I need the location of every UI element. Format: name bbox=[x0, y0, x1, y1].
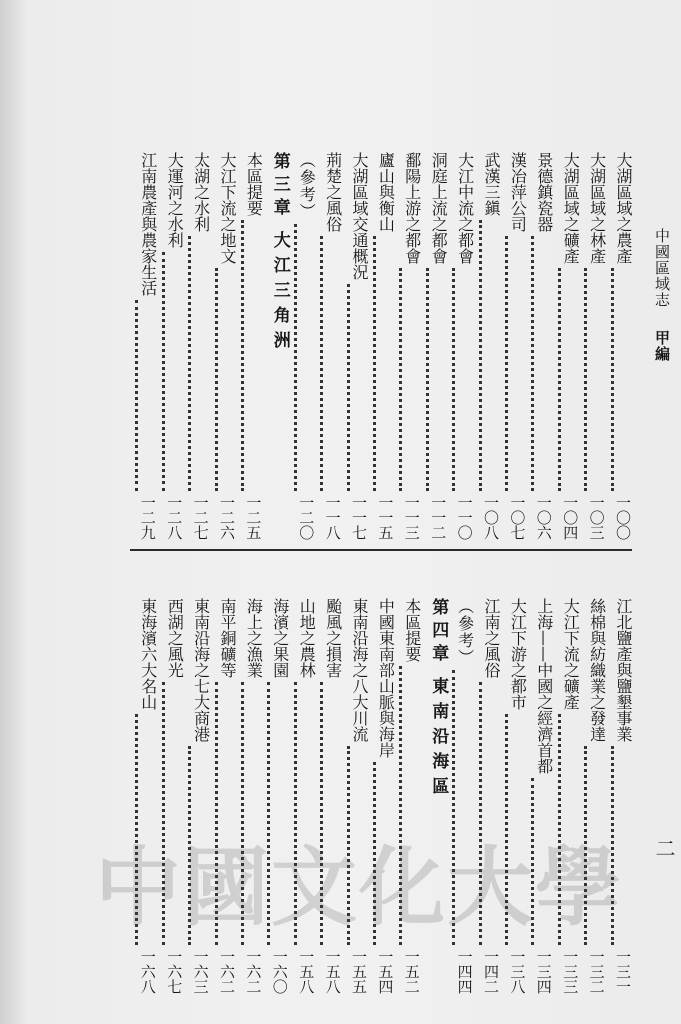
toc-page-number: 一三八 bbox=[508, 949, 527, 994]
toc-page-number: 一三三 bbox=[561, 949, 580, 994]
toc-page-number: 一〇七 bbox=[508, 495, 527, 540]
toc-page-number: 一二五 bbox=[244, 495, 263, 540]
toc-entry bbox=[480, 152, 502, 540]
toc-entry-title: 大江下流之礦產 bbox=[561, 598, 581, 710]
watermark-char: 大 bbox=[447, 837, 533, 938]
toc-page-number: 一〇八 bbox=[482, 495, 500, 540]
toc-page-number: 一〇四 bbox=[561, 495, 580, 540]
toc-entry-title: 山地之農林 bbox=[297, 598, 317, 678]
toc-entry bbox=[242, 152, 264, 540]
toc-page-number: 一六八 bbox=[138, 949, 157, 994]
toc-entry-title: 海上之漁業 bbox=[244, 598, 264, 678]
toc-entry bbox=[374, 152, 396, 540]
dot-leader bbox=[531, 236, 556, 491]
running-header bbox=[648, 228, 670, 362]
toc-entry-title: 荊楚之風俗 bbox=[323, 152, 343, 232]
toc-entry bbox=[559, 152, 581, 540]
dot-leader bbox=[558, 268, 583, 491]
toc-entry-title: （參考） bbox=[455, 598, 475, 666]
dot-leader bbox=[241, 220, 266, 491]
section-divider bbox=[130, 549, 632, 551]
toc-entry bbox=[427, 152, 449, 540]
toc-entry bbox=[586, 152, 608, 540]
toc-entry-title: 大湖區域之礦產 bbox=[561, 152, 581, 264]
book-title: 中國區域志 bbox=[653, 228, 671, 308]
dot-leader bbox=[505, 236, 530, 491]
dot-leader bbox=[188, 236, 213, 491]
chapter-heading: 東南沿海區 bbox=[428, 677, 449, 802]
toc-entry bbox=[533, 152, 555, 540]
toc-page-number: 一四二 bbox=[482, 949, 500, 994]
watermark-char: 文 bbox=[271, 837, 357, 938]
toc-page-number: 一〇六 bbox=[534, 495, 553, 540]
toc-entry-title: 大江下游之都市 bbox=[508, 598, 528, 710]
toc-entry bbox=[506, 152, 528, 540]
watermark bbox=[95, 837, 621, 948]
toc-entry bbox=[269, 152, 291, 540]
toc-entry-title: 大江中流之都會 bbox=[455, 152, 475, 264]
toc-entry-title: 鄱陽上游之都會 bbox=[402, 152, 422, 264]
toc-entry-title: 大湖區域之林產 bbox=[587, 152, 607, 264]
toc-page-number: 一二六 bbox=[218, 495, 236, 540]
toc-entry bbox=[348, 152, 370, 540]
toc-page-number: 一二七 bbox=[191, 495, 210, 540]
toc-page-number: 一六〇 bbox=[270, 949, 289, 994]
toc-entry-title: 景德鎮瓷器 bbox=[534, 152, 554, 232]
toc-page-number: 一六七 bbox=[165, 949, 184, 994]
toc-entry-title: 颱風之損害 bbox=[323, 598, 343, 678]
toc-entry-title: 第三章 bbox=[269, 152, 290, 221]
toc-page-number: 一二九 bbox=[138, 495, 157, 540]
dot-leader bbox=[479, 220, 504, 491]
toc-page-number: 一五二 bbox=[402, 949, 421, 994]
watermark-char: 國 bbox=[183, 837, 269, 938]
toc-page-number: 一一七 bbox=[350, 495, 368, 540]
dot-leader bbox=[215, 268, 240, 491]
toc-page-number: 一五四 bbox=[376, 949, 395, 994]
dot-leader bbox=[294, 224, 319, 491]
toc-entry-title: 絲棉與紡織業之發達 bbox=[587, 598, 607, 742]
toc-entry-title: 東南沿海之八大川流 bbox=[350, 598, 369, 742]
toc-page-number: 一二〇 bbox=[297, 495, 316, 540]
toc-entry-title: （參考） bbox=[297, 152, 317, 220]
toc-entry-title: 江南之風俗 bbox=[482, 598, 501, 678]
dot-leader bbox=[584, 268, 609, 491]
toc-page-number: 一一三 bbox=[402, 495, 421, 540]
toc-entry-title: 第四章 bbox=[428, 598, 449, 667]
toc-page-number: 一二八 bbox=[165, 495, 184, 540]
toc-page-number: 一四四 bbox=[455, 949, 474, 994]
toc-entry bbox=[163, 152, 185, 540]
watermark-char: 中 bbox=[95, 837, 181, 938]
dot-leader bbox=[399, 268, 424, 491]
toc-page-number: 一一五 bbox=[376, 495, 395, 540]
page-number: 二 bbox=[652, 838, 676, 858]
toc-page-number: 一〇三 bbox=[587, 495, 606, 540]
toc-entry-title: 南平銅礦等 bbox=[218, 598, 237, 678]
toc-page-number: 一三二 bbox=[587, 949, 606, 994]
dot-leader bbox=[162, 252, 187, 491]
dot-leader bbox=[426, 268, 451, 491]
toc-entry-title: 中國東南部山脈與海岸 bbox=[376, 598, 396, 758]
toc-entry-title: 上海——中國之經濟首都 bbox=[534, 598, 554, 774]
toc-page-number: 一〇〇 bbox=[614, 495, 632, 540]
toc-entry-title: 武漢三鎭 bbox=[482, 152, 501, 216]
chapter-heading: 大江三角洲 bbox=[269, 231, 290, 356]
toc-entry-title: 大運河之水利 bbox=[165, 152, 185, 248]
toc-entry bbox=[454, 152, 476, 540]
toc-entry-title: 洞庭上流之都會 bbox=[429, 152, 449, 264]
toc-page-number: 一六二 bbox=[218, 949, 236, 994]
toc-entry-title: 太湖之水利 bbox=[191, 152, 211, 232]
toc-entry-title: 本區提要 bbox=[244, 152, 264, 216]
toc-entry-title: 漢冶萍公司 bbox=[508, 152, 528, 232]
toc-page-number: 一三一 bbox=[614, 949, 632, 994]
dot-leader bbox=[452, 268, 477, 491]
dot-leader bbox=[373, 236, 398, 491]
toc-page-number: 一一八 bbox=[323, 495, 342, 540]
watermark-char: 學 bbox=[535, 837, 621, 938]
toc-entry-title: 江南農產與農家生活 bbox=[138, 152, 158, 296]
toc-entry-title: 大湖區域交通概況 bbox=[350, 152, 369, 280]
toc-page-number: 一五八 bbox=[297, 949, 316, 994]
toc-entry-title: 大江下流之地文 bbox=[218, 152, 237, 264]
toc-page-number: 一一二 bbox=[429, 495, 448, 540]
toc-entry bbox=[216, 152, 238, 540]
dot-leader bbox=[320, 236, 345, 491]
toc-page-number: 一六三 bbox=[191, 949, 210, 994]
toc-entry-title: 西湖之風光 bbox=[165, 598, 185, 678]
dot-leader bbox=[611, 268, 636, 491]
toc-entry bbox=[401, 152, 423, 540]
toc-entry bbox=[322, 152, 344, 540]
toc-entry-title: 江北鹽產與鹽墾事業 bbox=[614, 598, 633, 742]
dot-leader bbox=[135, 300, 160, 491]
toc-entry-title: 大湖區域之農產 bbox=[614, 152, 633, 264]
toc-entry bbox=[190, 152, 212, 540]
toc-entry bbox=[612, 152, 634, 540]
toc-entry-title: 廬山與衡山 bbox=[376, 152, 396, 232]
toc-page-number: 一五八 bbox=[323, 949, 342, 994]
toc-entry-title: 海濱之果園 bbox=[270, 598, 290, 678]
watermark-char: 化 bbox=[359, 837, 445, 938]
toc-page-number: 一三四 bbox=[534, 949, 553, 994]
dot-leader bbox=[347, 284, 372, 491]
toc-page-number: 一五五 bbox=[350, 949, 368, 994]
toc-entry bbox=[295, 152, 317, 540]
toc-entry-title: 東南沿海之七大商港 bbox=[191, 598, 211, 742]
toc-entry-title: 東海濱六大名山 bbox=[138, 598, 158, 710]
toc-page-number: 一一〇 bbox=[455, 495, 474, 540]
toc-page-number: 一六二 bbox=[244, 949, 263, 994]
volume-label: 甲編 bbox=[653, 329, 671, 362]
toc-entry-title: 本區提要 bbox=[402, 598, 422, 662]
toc-entry bbox=[137, 152, 159, 540]
